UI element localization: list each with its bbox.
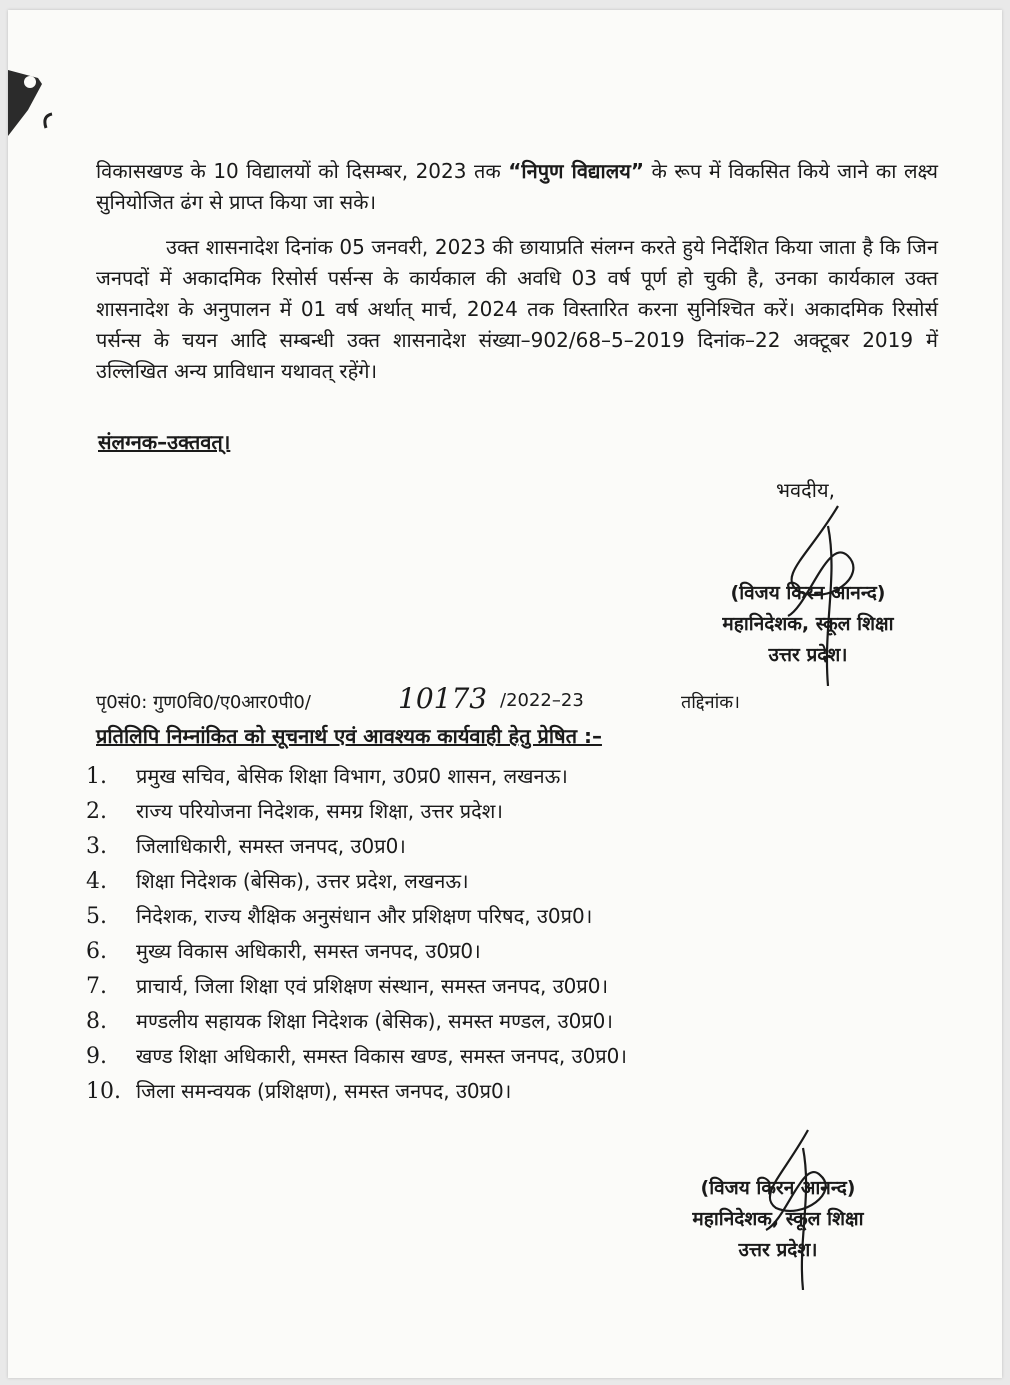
reference-date: तद्दिनांक। (681, 692, 740, 713)
list-item-number: 5. (86, 904, 107, 929)
list-item (86, 937, 806, 972)
paragraph-intro-text-end: के रूप में विकसित किये जाने का लक्ष्य सुनियोजित ढंग से प्राप्त किया जा सके। (96, 159, 939, 214)
copy-to-list (86, 762, 806, 1112)
letter-page (8, 10, 1002, 1378)
list-item-number: 4. (86, 869, 107, 894)
signatory-name: (विजय किरन आनन्द) (700, 1177, 856, 1199)
list-item-text: राज्य परियोजना निदेशक, समग्र शिक्षा, उत्तर प्रदेश। (136, 799, 503, 823)
list-item-number: 8. (86, 1009, 107, 1034)
list-item (86, 867, 806, 902)
list-item-number: 1. (86, 764, 107, 789)
list-item (86, 797, 806, 832)
list-item-number: 2. (86, 799, 107, 824)
list-item-text: प्रमुख सचिव, बेसिक शिक्षा विभाग, उ0प्र0 शासन, लखनऊ। (136, 764, 568, 788)
closing-salutation: भवदीय, (776, 478, 835, 502)
list-item-text: जिला समन्वयक (प्रशिक्षण), समस्त जनपद, उ0प्र0। (136, 1079, 512, 1103)
paragraph-intro-text: विकासखण्ड के 10 विद्यालयों को दिसम्बर, 2023 तक (96, 159, 509, 183)
list-item-number: 10. (86, 1079, 121, 1104)
list-item (86, 1042, 806, 1077)
list-item (86, 832, 806, 867)
list-item-text: खण्ड शिक्षा अधिकारी, समस्त विकास खण्ड, समस्त जनपद, उ0प्र0। (136, 1044, 627, 1068)
list-item-number: 3. (86, 834, 107, 859)
list-item (86, 1077, 806, 1112)
list-item-text: मण्डलीय सहायक शिक्षा निदेशक (बेसिक), समस्त मण्डल, उ0प्र0। (136, 1009, 613, 1033)
signatory-block-2 (628, 1173, 928, 1266)
list-item (86, 972, 806, 1007)
enclosure-note: संलग्नक–उक्तवत्। (98, 430, 231, 454)
reference-line (96, 682, 796, 716)
binder-clip-icon (8, 70, 54, 140)
list-item-number: 6. (86, 939, 107, 964)
signatory-state: उत्तर प्रदेश। (768, 644, 848, 666)
paragraph-intro (96, 156, 938, 218)
list-item-text: मुख्य विकास अधिकारी, समस्त जनपद, उ0प्र0। (136, 939, 481, 963)
signatory-designation: महानिदेशक, स्कूल शिक्षा (722, 613, 894, 635)
copy-to-heading: प्रतिलिपि निम्नांकित को सूचनार्थ एवं आवश्यक कार्यवाही हेतु प्रेषित :– (96, 724, 602, 748)
list-item-number: 7. (86, 974, 107, 999)
list-item (86, 762, 806, 797)
list-item (86, 902, 806, 937)
list-item-number: 9. (86, 1044, 107, 1069)
list-item-text: शिक्षा निदेशक (बेसिक), उत्तर प्रदेश, लखनऊ। (136, 869, 469, 893)
reference-year: /2022–23 (500, 690, 584, 711)
paragraph-directive: उक्त शासनादेश दिनांक 05 जनवरी, 2023 की छायाप्रति संलग्न करते हुये निर्देशित किया जाता है कि जिन जनपदों में अकादमिक रिसोर्स पर्सन्स के कार्यकाल की अवधि 03 वर्ष पूर्ण हो चुकी है, उनका कार्यकाल उक्त शासनादेश के अनुपालन में 01 वर्ष अर्थात् मार्च, 2024 तक विस्तारित करना सुनिश्चित करें। अकादमिक रिसोर्स पर्सन्स के चयन आदि सम्बन्धी उक्त शासनादेश संख्या–902/68–5–2019 दिनांक–22 अक्टूबर 2019 में उल्लिखित अन्य प्राविधान यथावत् रहेंगे। (96, 235, 938, 383)
signatory-designation: महानिदेशक, स्कूल शिक्षा (692, 1208, 864, 1230)
list-item-text: प्राचार्य, जिला शिक्षा एवं प्रशिक्षण संस्थान, समस्त जनपद, उ0प्र0। (136, 974, 609, 998)
signatory-name: (विजय किरन आनन्द) (730, 582, 886, 604)
list-item (86, 1007, 806, 1042)
list-item-text: जिलाधिकारी, समस्त जनपद, उ0प्र0। (136, 834, 406, 858)
reference-prefix: पृ0सं0: गुण0वि0/ए0आर0पी0/ (96, 692, 311, 713)
nipun-vidyalaya-term: “निपुण विद्यालय” (508, 159, 645, 183)
list-item-text: निदेशक, राज्य शैक्षिक अनुसंधान और प्रशिक्षण परिषद, उ0प्र0। (136, 904, 593, 928)
signatory-block (658, 578, 958, 671)
reference-number-handwritten: 10173 (398, 682, 488, 715)
signatory-state: उत्तर प्रदेश। (738, 1239, 818, 1261)
